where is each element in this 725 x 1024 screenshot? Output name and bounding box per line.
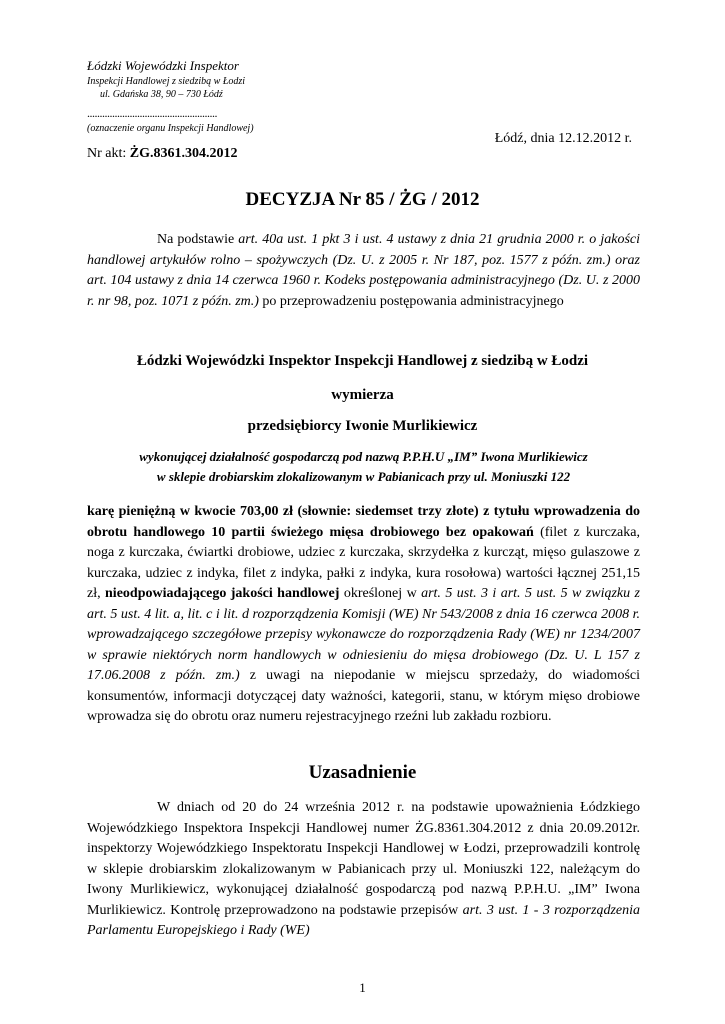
document-date: Łódź, dnia 12.12.2012 r.	[494, 131, 632, 146]
decision-title: DECYZJA Nr 85 / ŻG / 2012	[245, 189, 480, 210]
penalty-amount-text: karę pieniężną w kwocie 703,00 zł (słownie: siedemset trzy złote) z tytułu wprowadzenia do obrotu handlowego 10 partii świeżego mięsa drobiowego bez opakowań	[87, 504, 640, 540]
recipient-shop: w sklepie drobiarskim zlokalizowanym w Pabianicach przy ul. Moniuszki 122	[156, 469, 571, 484]
penalty-quality: nieodpowiadającego jakości handlowej	[105, 586, 340, 601]
case-number	[87, 146, 238, 162]
office-note: (oznaczenie organu Inspekcji Handlowej)	[87, 123, 254, 134]
basis-outro: po przeprowadzeniu postępowania administracyjnego	[258, 293, 564, 309]
recipient-name: przedsiębiorcy Iwonie Murlikiewicz	[247, 418, 478, 434]
case-label: Nr akt:	[87, 146, 130, 161]
imposes-word: wymierza	[331, 387, 394, 403]
justification-text: W dniach od 20 do 24 września 2012 r. na podstawie upoważnienia Łódzkiego Wojewódzkiego Inspektora Inspekcji Handlowej numer ŻG.8361.304.2012 z dnia 20.09.2012r. inspektorzy Wojewódzkiego Inspektoratu Inspekcji Handlowej w Łodzi, przeprowadzili kontrolę w sklepie drobiarskim zlokalizowanym w Pabianicach przy ul. Moniuszki 122, należącym do Iwony Murlikiewicz, wykonującej działalność gospodarczą pod nazwą P.P.H.U. „IM” Iwona Murlikiewicz. Kontrolę przeprowadzono na podstawie przepisów	[87, 800, 640, 918]
legal-basis-paragraph	[87, 230, 640, 312]
authority-name: Łódzki Wojewódzki Inspektor Inspekcji Handlowej z siedzibą w Łodzi	[136, 353, 589, 369]
penalty-regulation: art. 5 ust. 3 i art. 5 ust. 5 w związku z art. 5 ust. 4 lit. a, lit. c i lit. d rozporządzenia Komisji (WE) Nr 543/2008 z dnia 16 czerwca 2008 r. wprowadzającego szczegółowe przepisy wykonawcze do rozporządzenia Rady (WE) nr 1234/2007 w sprawie niektórych norm handlowych w odniesieniu do mięsa drobiowego (Dz. U. L 157 z 17.06.2008 z późn. zm.)	[87, 586, 640, 683]
issuing-office-seat: Inspekcji Handlowej z siedzibą w Łodzi	[87, 76, 246, 87]
penalty-reason: z uwagi na niepodanie w miejscu sprzedaży, do wiadomości konsumentów, informacji dotyczącej daty ważności, kategorii, stanu, w którym mięso drobiowe wprowadza się do obrotu oraz numeru rejestracyjnego rzeźni lub zakładu rozbioru.	[87, 668, 640, 724]
justification-regulation: art. 3 ust. 1 - 3 rozporządzenia Parlamentu Europejskiego i Rady (WE)	[87, 902, 640, 938]
recipient-business: wykonującej działalność gospodarczą pod nazwą P.P.H.U „IM” Iwona Murlikiewicz	[139, 449, 588, 464]
issuing-office-address: ul. Gdańska 38, 90 – 730 Łódź	[100, 89, 223, 100]
dotted-line: ....................................................	[87, 106, 217, 120]
basis-intro: Na podstawie	[157, 232, 239, 247]
penalty-defined: określonej w	[339, 586, 422, 601]
justification-heading: Uzasadnienie	[308, 762, 417, 783]
basis-legal-refs: art. 40a ust. 1 pkt 3 i ust. 4 ustawy z dnia 21 grudnia 2000 r. o jakości handlowej artykułów rolno – spożywczych (Dz. U. z 2005 r. Nr 187, poz. 1577 z późn. zm.) oraz art. 104 ustawy z dnia 14 czerwca 1960 r. Kodeks postępowania administracyjnego (Dz. U. z 2000 r. nr 98, poz. 1071 z późn. zm.)	[87, 232, 640, 309]
penalty-products: (filet z kurczaka, noga z kurczaka, ćwiartki drobiowe, udziec z kurczaka, skrzydełka z kurcząt, mięso gulaszowe z kurczaka, udziec z indyka, filet z indyka, pałki z indyka, kura rosołowa) wartości łącznej 251,15 zł,	[87, 524, 640, 601]
issuing-office: Łódzki Wojewódzki Inspektor	[87, 58, 239, 73]
case-value: ŻG.8361.304.2012	[129, 146, 238, 161]
penalty-paragraph	[87, 502, 640, 728]
page-number: 1	[359, 980, 366, 995]
justification-paragraph	[87, 798, 640, 942]
